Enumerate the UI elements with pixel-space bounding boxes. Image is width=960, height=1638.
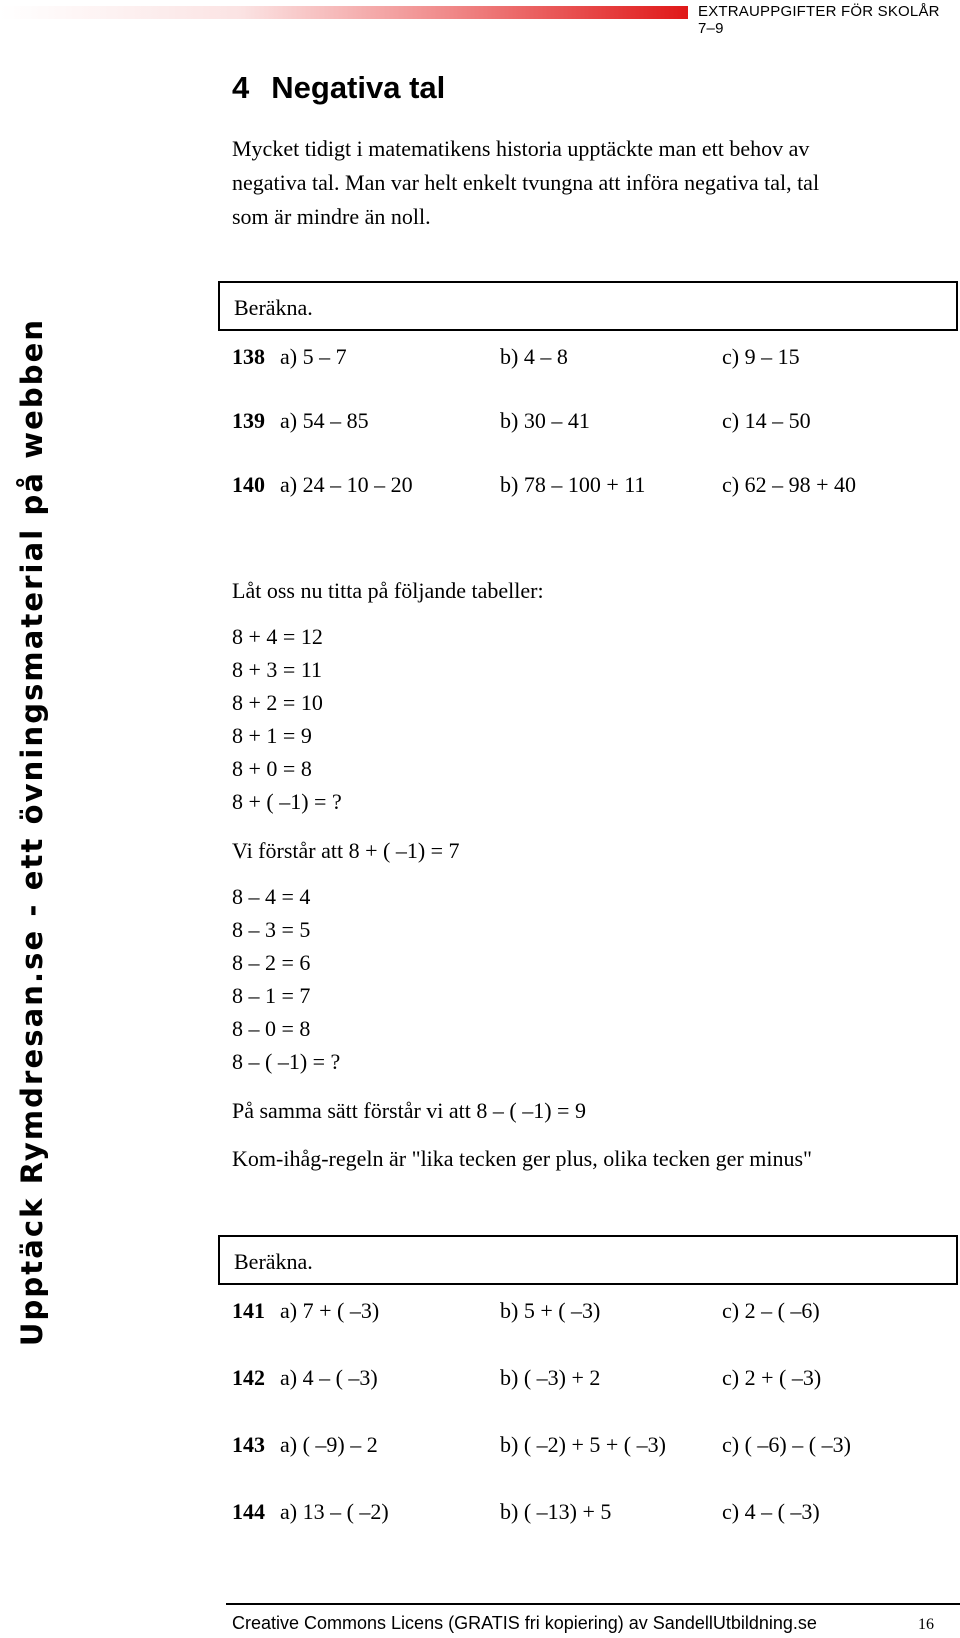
exercise-part-c: c) 9 – 15: [722, 344, 800, 369]
header-gradient-bar: [0, 6, 688, 19]
exercise-part-c: c) 2 + ( –3): [722, 1365, 822, 1390]
addition-line: 8 + 4 = 12: [232, 624, 323, 649]
exercise-part-c: c) 2 – ( –6): [722, 1298, 820, 1323]
section-heading: Beräkna.: [234, 295, 313, 320]
addition-line: 8 + 2 = 10: [232, 690, 323, 715]
exercise-part-a: a) 7 + ( –3): [280, 1298, 380, 1323]
exercise-part-b: b) 4 – 8: [500, 344, 568, 369]
subtraction-line: 8 – 4 = 4: [232, 884, 311, 909]
addition-line: 8 + 0 = 8: [232, 756, 312, 781]
addition-line: 8 + ( –1) = ?: [232, 789, 342, 814]
section-heading-box: [218, 281, 958, 331]
exercise-number: 141: [232, 1298, 265, 1323]
sign-rule: Kom-ihåg-regeln är "lika tecken ger plus, olika tecken ger minus": [232, 1146, 812, 1171]
exercise-number: 143: [232, 1432, 265, 1457]
exercise-number: 140: [232, 472, 265, 497]
exercise-part-a: a) 24 – 10 – 20: [280, 472, 413, 497]
addition-conclusion: Vi förstår att 8 + ( –1) = 7: [232, 838, 460, 863]
intro-line: Mycket tidigt i matematikens historia upptäckte man ett behov av: [232, 136, 810, 161]
exercise-part-b: b) 78 – 100 + 11: [500, 472, 646, 497]
subtraction-conclusion: På samma sätt förstår vi att 8 – ( –1) = 9: [232, 1098, 586, 1123]
page-number: 16: [918, 1616, 934, 1633]
intro-line: som är mindre än noll.: [232, 204, 431, 229]
exercise-part-b: b) ( –13) + 5: [500, 1499, 612, 1524]
tables-intro: Låt oss nu titta på följande tabeller:: [232, 578, 544, 603]
subtraction-line: 8 – 0 = 8: [232, 1016, 311, 1041]
exercise-part-b: b) ( –3) + 2: [500, 1365, 601, 1390]
exercise-part-a: a) 5 – 7: [280, 344, 347, 369]
exercise-part-a: a) ( –9) – 2: [280, 1432, 378, 1457]
exercise-part-a: a) 13 – ( –2): [280, 1499, 389, 1524]
exercise-part-c: c) 62 – 98 + 40: [722, 472, 856, 497]
intro-paragraph: [232, 132, 932, 234]
exercise-part-b: b) 30 – 41: [500, 408, 590, 433]
section-heading: Beräkna.: [234, 1249, 313, 1274]
subtraction-line: 8 – ( –1) = ?: [232, 1049, 341, 1074]
exercise-part-b: b) ( –2) + 5 + ( –3): [500, 1432, 666, 1457]
exercise-part-c: c) 4 – ( –3): [722, 1499, 820, 1524]
chapter-number: 4: [232, 70, 250, 105]
footer-license: Creative Commons Licens (GRATIS fri kopiering) av SandellUtbildning.se: [232, 1613, 817, 1633]
exercise-part-a: a) 4 – ( –3): [280, 1365, 378, 1390]
exercise-part-a: a) 54 – 85: [280, 408, 369, 433]
exercise-part-b: b) 5 + ( –3): [500, 1298, 601, 1323]
subtraction-line: 8 – 2 = 6: [232, 950, 311, 975]
running-header: EXTRAUPPGIFTER FÖR SKOLÅR 7–9: [698, 3, 940, 37]
subtraction-line: 8 – 3 = 5: [232, 917, 311, 942]
chapter-title: [232, 70, 445, 106]
section-heading-box: [218, 1235, 958, 1285]
exercise-number: 142: [232, 1365, 265, 1390]
exercise-part-c: c) ( –6) – ( –3): [722, 1432, 851, 1457]
exercise-number: 139: [232, 408, 265, 433]
intro-line: negativa tal. Man var helt enkelt tvungna att införa negativa tal, tal: [232, 170, 820, 195]
footer-rule: [226, 1603, 960, 1605]
sidebar-vertical-text: Upptäck Rymdresan.se - ett övningsmaterial på webben: [15, 317, 49, 1347]
exercise-part-c: c) 14 – 50: [722, 408, 811, 433]
exercise-number: 144: [232, 1499, 265, 1524]
chapter-title-text: Negativa tal: [271, 70, 446, 105]
addition-line: 8 + 3 = 11: [232, 657, 322, 682]
subtraction-line: 8 – 1 = 7: [232, 983, 311, 1008]
addition-line: 8 + 1 = 9: [232, 723, 312, 748]
exercise-number: 138: [232, 344, 265, 369]
